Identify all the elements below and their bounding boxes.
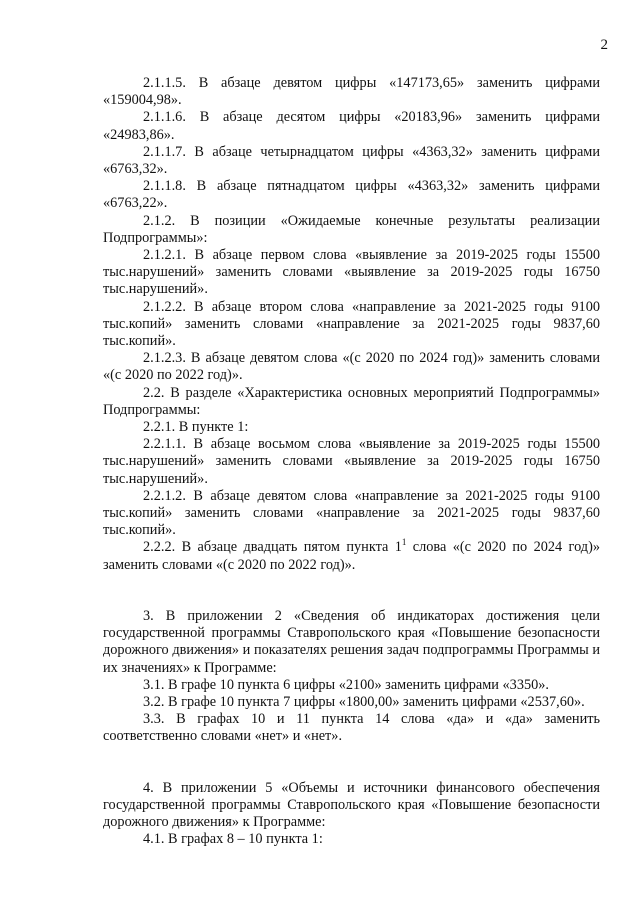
paragraph-4-1: 4.1. В графах 8 – 10 пункта 1: <box>143 831 323 848</box>
paragraph-2-1-2-1: 2.1.2.1. В абзаце первом слова «выявление за 2019-2025 годы 15500 тыс.нарушений» заменить словами «выявление за 2019-2025 годы 16750 тыс.нарушений». <box>103 247 600 298</box>
paragraph-2-2-1-2: 2.2.1.2. В абзаце девятом слова «направление за 2021-2025 годы 9100 тыс.копий» заменить словами «направление за 2021-2025 годы 9837,60 тыс.копий». <box>103 487 600 539</box>
paragraph-2-1-2-2: 2.1.2.2. В абзаце втором слова «направление за 2021-2025 годы 9100 тыс.копий» заменить словами «направление за 2021-2025 годы 9837,60 тыс.копий». <box>103 298 600 350</box>
paragraph-2-1-2-3: 2.1.2.3. В абзаце девятом слова «(с 2020 по 2024 год)» заменить словами «(с 2020 по 2022 год)». <box>103 350 600 384</box>
paragraph-3-2: 3.2. В графе 10 пункта 7 цифры «1800,00» заменить цифрами «2537,60». <box>143 693 585 710</box>
paragraph-2-1-1-8: 2.1.1.8. В абзаце пятнадцатом цифры «4363,32» заменить цифрами «6763,22». <box>103 178 600 212</box>
paragraph-3-1: 3.1. В графе 10 пункта 6 цифры «2100» заменить цифрами «3350». <box>143 676 550 693</box>
paragraph-4: 4. В приложении 5 «Объемы и источники финансового обеспечения государственной программы Ставропольского края «Повышение безопасности дорожного движения» к Программе: <box>103 779 600 830</box>
section-gap <box>103 574 600 608</box>
paragraph-3-3: 3.3. В графах 10 и 11 пункта 14 слова «да» и «да» заменить соответственно словами «нет» и «нет». <box>103 711 600 745</box>
paragraph-2-2-2 <box>103 539 600 573</box>
page-number: 2 <box>600 37 608 53</box>
paragraph-2-2: 2.2. В разделе «Характеристика основных мероприятий Подпрограммы» Подпрограммы: <box>103 384 600 418</box>
section-gap <box>103 746 600 780</box>
paragraph-2-1-1-5: 2.1.1.5. В абзаце девятом цифры «147173,65» заменить цифрами «159004,98». <box>103 75 600 109</box>
paragraph-2-2-2-lead: 2.2.2. В абзаце двадцать пятом пункта 1 <box>143 539 402 556</box>
document-body <box>103 75 600 848</box>
paragraph-2-2-1-1: 2.2.1.1. В абзаце восьмом слова «выявление за 2019-2025 годы 15500 тыс.нарушений» заменить словами «выявление за 2019-2025 годы 16750 тыс.нарушений». <box>103 436 600 487</box>
paragraph-2-2-1: 2.2.1. В пункте 1: <box>143 419 249 436</box>
paragraph-2-1-1-7: 2.1.1.7. В абзаце четырнадцатом цифры «4363,32» заменить цифрами «6763,32». <box>103 143 600 178</box>
paragraph-2-2-2-rest: слова «(с 2020 по 2024 год)» заменить словами «(с 2020 по 2022 год)». <box>103 539 600 573</box>
paragraph-2-1-1-6: 2.1.1.6. В абзаце десятом цифры «20183,96» заменить цифрами «24983,86». <box>103 109 600 143</box>
paragraph-2-1-2: 2.1.2. В позиции «Ожидаемые конечные результаты реализации Подпрограммы»: <box>103 212 600 246</box>
superscript-one: 1 <box>401 537 407 548</box>
paragraph-3: 3. В приложении 2 «Сведения об индикаторах достижения цели государственной программы Ставропольского края «Повышение безопасности дорожного движения» и показателях решения задач подпрограммы Программы и их значениях» к Программе: <box>103 607 600 676</box>
